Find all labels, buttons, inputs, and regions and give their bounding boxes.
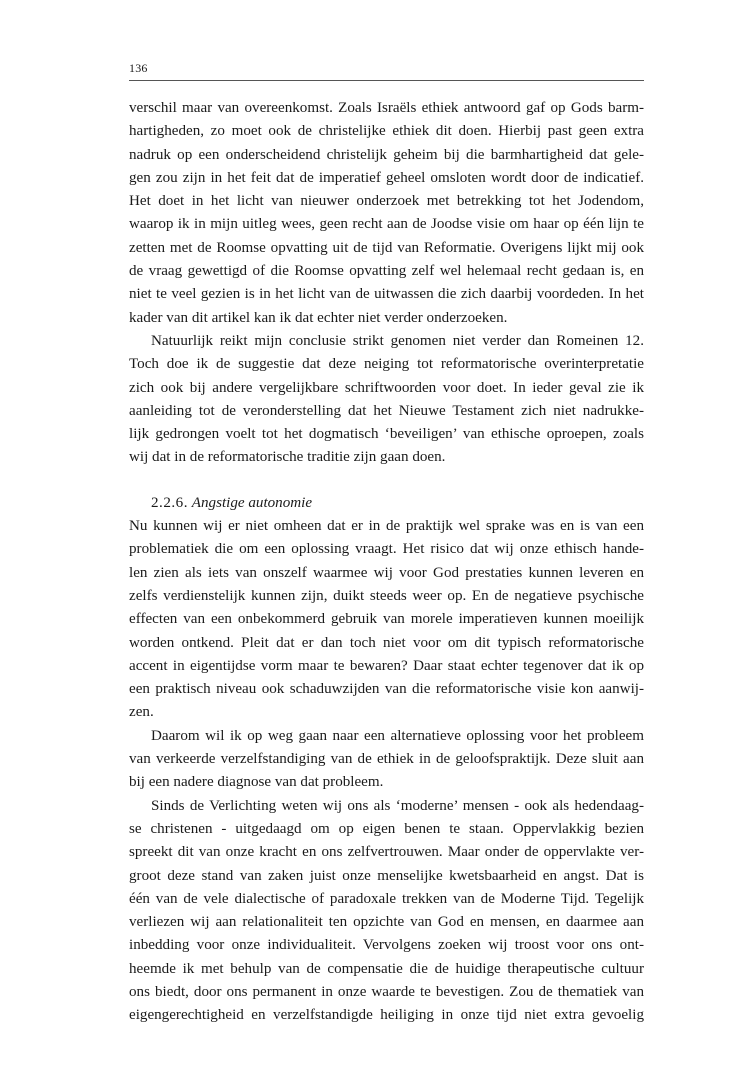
text-line: groot deze stand van zaken juist onze menselijke kwetsbaarheid en angst. Dat is bbox=[129, 867, 644, 884]
text-line: inbedding voor onze individualiteit. Vervolgens zoeken wij troost voor ons ont- bbox=[129, 937, 644, 954]
header-rule bbox=[129, 80, 644, 81]
text-line: effecten van een onbekommerd gebruik van morele imperatieven kunnen moeilijk bbox=[129, 611, 644, 628]
text-line: gen zou zijn in het feit dat de imperatief geheel omsloten wordt door de indicatief. bbox=[129, 169, 644, 186]
text-line: niet te veel gezien is in het licht van de uitwassen die zich daarbij voordeden. In het bbox=[129, 286, 644, 303]
text-line: van verkeerde verzelfstandiging van de ethiek in de geloofspraktijk. Deze sluit aan bbox=[129, 751, 644, 768]
text-line: Het doet in het licht van nieuwer onderzoek met betrekking tot het Jodendom, bbox=[129, 193, 644, 210]
text-line: aanleiding tot de veronderstelling dat het Nieuwe Testament zich niet nadrukke- bbox=[129, 402, 644, 419]
text-line: zetten met de Roomse opvatting uit de tijd van Reformatie. Overigens lijkt mij ook bbox=[129, 239, 644, 256]
text-line: se christenen - uitgedaagd om op eigen benen te staan. Oppervlakkig bezien bbox=[129, 820, 644, 837]
page-number: 136 bbox=[129, 61, 148, 75]
paragraph-continuation bbox=[129, 97, 644, 330]
text-line: zen. bbox=[129, 704, 154, 721]
text-line: Nu kunnen wij er niet omheen dat er in de praktijk wel sprake was en is van een bbox=[129, 518, 644, 535]
text-line: eigengerechtigheid en verzelfstandigde heiliging in onze tijd niet extra gevoelig bbox=[129, 1007, 644, 1024]
paragraph bbox=[129, 515, 644, 725]
text-line: Sinds de Verlichting weten wij ons als ‘moderne’ mensen - ook als hedendaag- bbox=[151, 797, 644, 814]
text-line: waarop ik in mijn uitleg wees, geen recht aan de Joodse visie om haar op één lijn te bbox=[129, 216, 644, 233]
section-gap bbox=[129, 470, 644, 492]
paragraph bbox=[129, 330, 644, 470]
text-line: ons biedt, door ons permanent in onze waarde te bevestigen. Zou de thematiek van bbox=[129, 983, 644, 1000]
text-line: verliezen wij aan relationaliteit ten opzichte van God en mensen, en daarmee aan bbox=[129, 914, 644, 931]
body-text bbox=[129, 97, 644, 1028]
text-line: Daarom wil ik op weg gaan naar een alternatieve oplossing voor het probleem bbox=[151, 727, 644, 744]
text-line: len zien als iets van onszelf waarmee wij voor God prestaties kunnen leveren en bbox=[129, 564, 644, 581]
text-line: accent in eigentijdse vorm maar te bewaren? Daar staat echter tegenover dat ik op bbox=[129, 657, 644, 674]
text-line: problematiek die om een oplossing vraagt. Het risico dat wij onze ethisch hande- bbox=[129, 541, 644, 558]
text-line: één van de vele dialectische of paradoxale trekken van de Moderne Tijd. Tegelijk bbox=[129, 890, 644, 907]
section-title: Angstige autonomie bbox=[191, 494, 313, 511]
text-line: worden ontkend. Pleit dat er dan toch niet voor om dit typisch reformatorische bbox=[129, 634, 644, 651]
paragraph bbox=[129, 725, 644, 795]
section-number: 2.2.6. bbox=[151, 494, 188, 511]
text-line: zich ook bij andere vergelijkbare schriftwoorden voor doet. In ieder geval zie ik bbox=[129, 379, 644, 396]
text-line: een praktisch niveau ook schaduwzijden van die reformatorische visie kon aanwij- bbox=[129, 681, 644, 698]
paragraph bbox=[129, 795, 644, 1028]
text-line: spreekt dit van onze kracht en ons zelfvertrouwen. Maar onder de oppervlakte ver- bbox=[129, 844, 644, 861]
text-line: lijk gedrongen voelt tot het dogmatisch ‘beveiligen’ van ethische oproepen, zoals bbox=[129, 426, 644, 443]
text-line: wij dat in de reformatorische traditie zijn gaan doen. bbox=[129, 449, 446, 466]
text-line: de vraag gewettigd of die Roomse opvatting zelf wel helemaal recht gedaan is, en bbox=[129, 263, 644, 280]
text-line: nadruk op een onderscheidend christelijk geheim bij die barmhartigheid dat gele- bbox=[129, 146, 644, 163]
text-line: kader van dit artikel kan ik dat echter niet verder onderzoeken. bbox=[129, 309, 508, 326]
text-line: bij een nadere diagnose van dat probleem. bbox=[129, 774, 384, 791]
text-line: zelfs verdienstelijk kunnen zijn, duikt steeds weer op. En de negatieve psychische bbox=[129, 587, 644, 604]
text-line: Natuurlijk reikt mijn conclusie strikt genomen niet verder dan Romeinen 12. bbox=[151, 332, 644, 349]
text-line: heemde ik met behulp van de compensatie die de huidige therapeutische cultuur bbox=[129, 960, 644, 977]
text-line: verschil maar van overeenkomst. Zoals Israëls ethiek antwoord gaf op Gods barm- bbox=[129, 100, 644, 116]
text-line: Toch doe ik de suggestie dat deze neiging tot reformatorische overinterpretatie bbox=[129, 356, 644, 373]
section-heading bbox=[129, 492, 644, 515]
text-line: hartigheden, zo moet ook de christelijke ethiek dit doen. Hierbij past geen extra bbox=[129, 123, 644, 140]
